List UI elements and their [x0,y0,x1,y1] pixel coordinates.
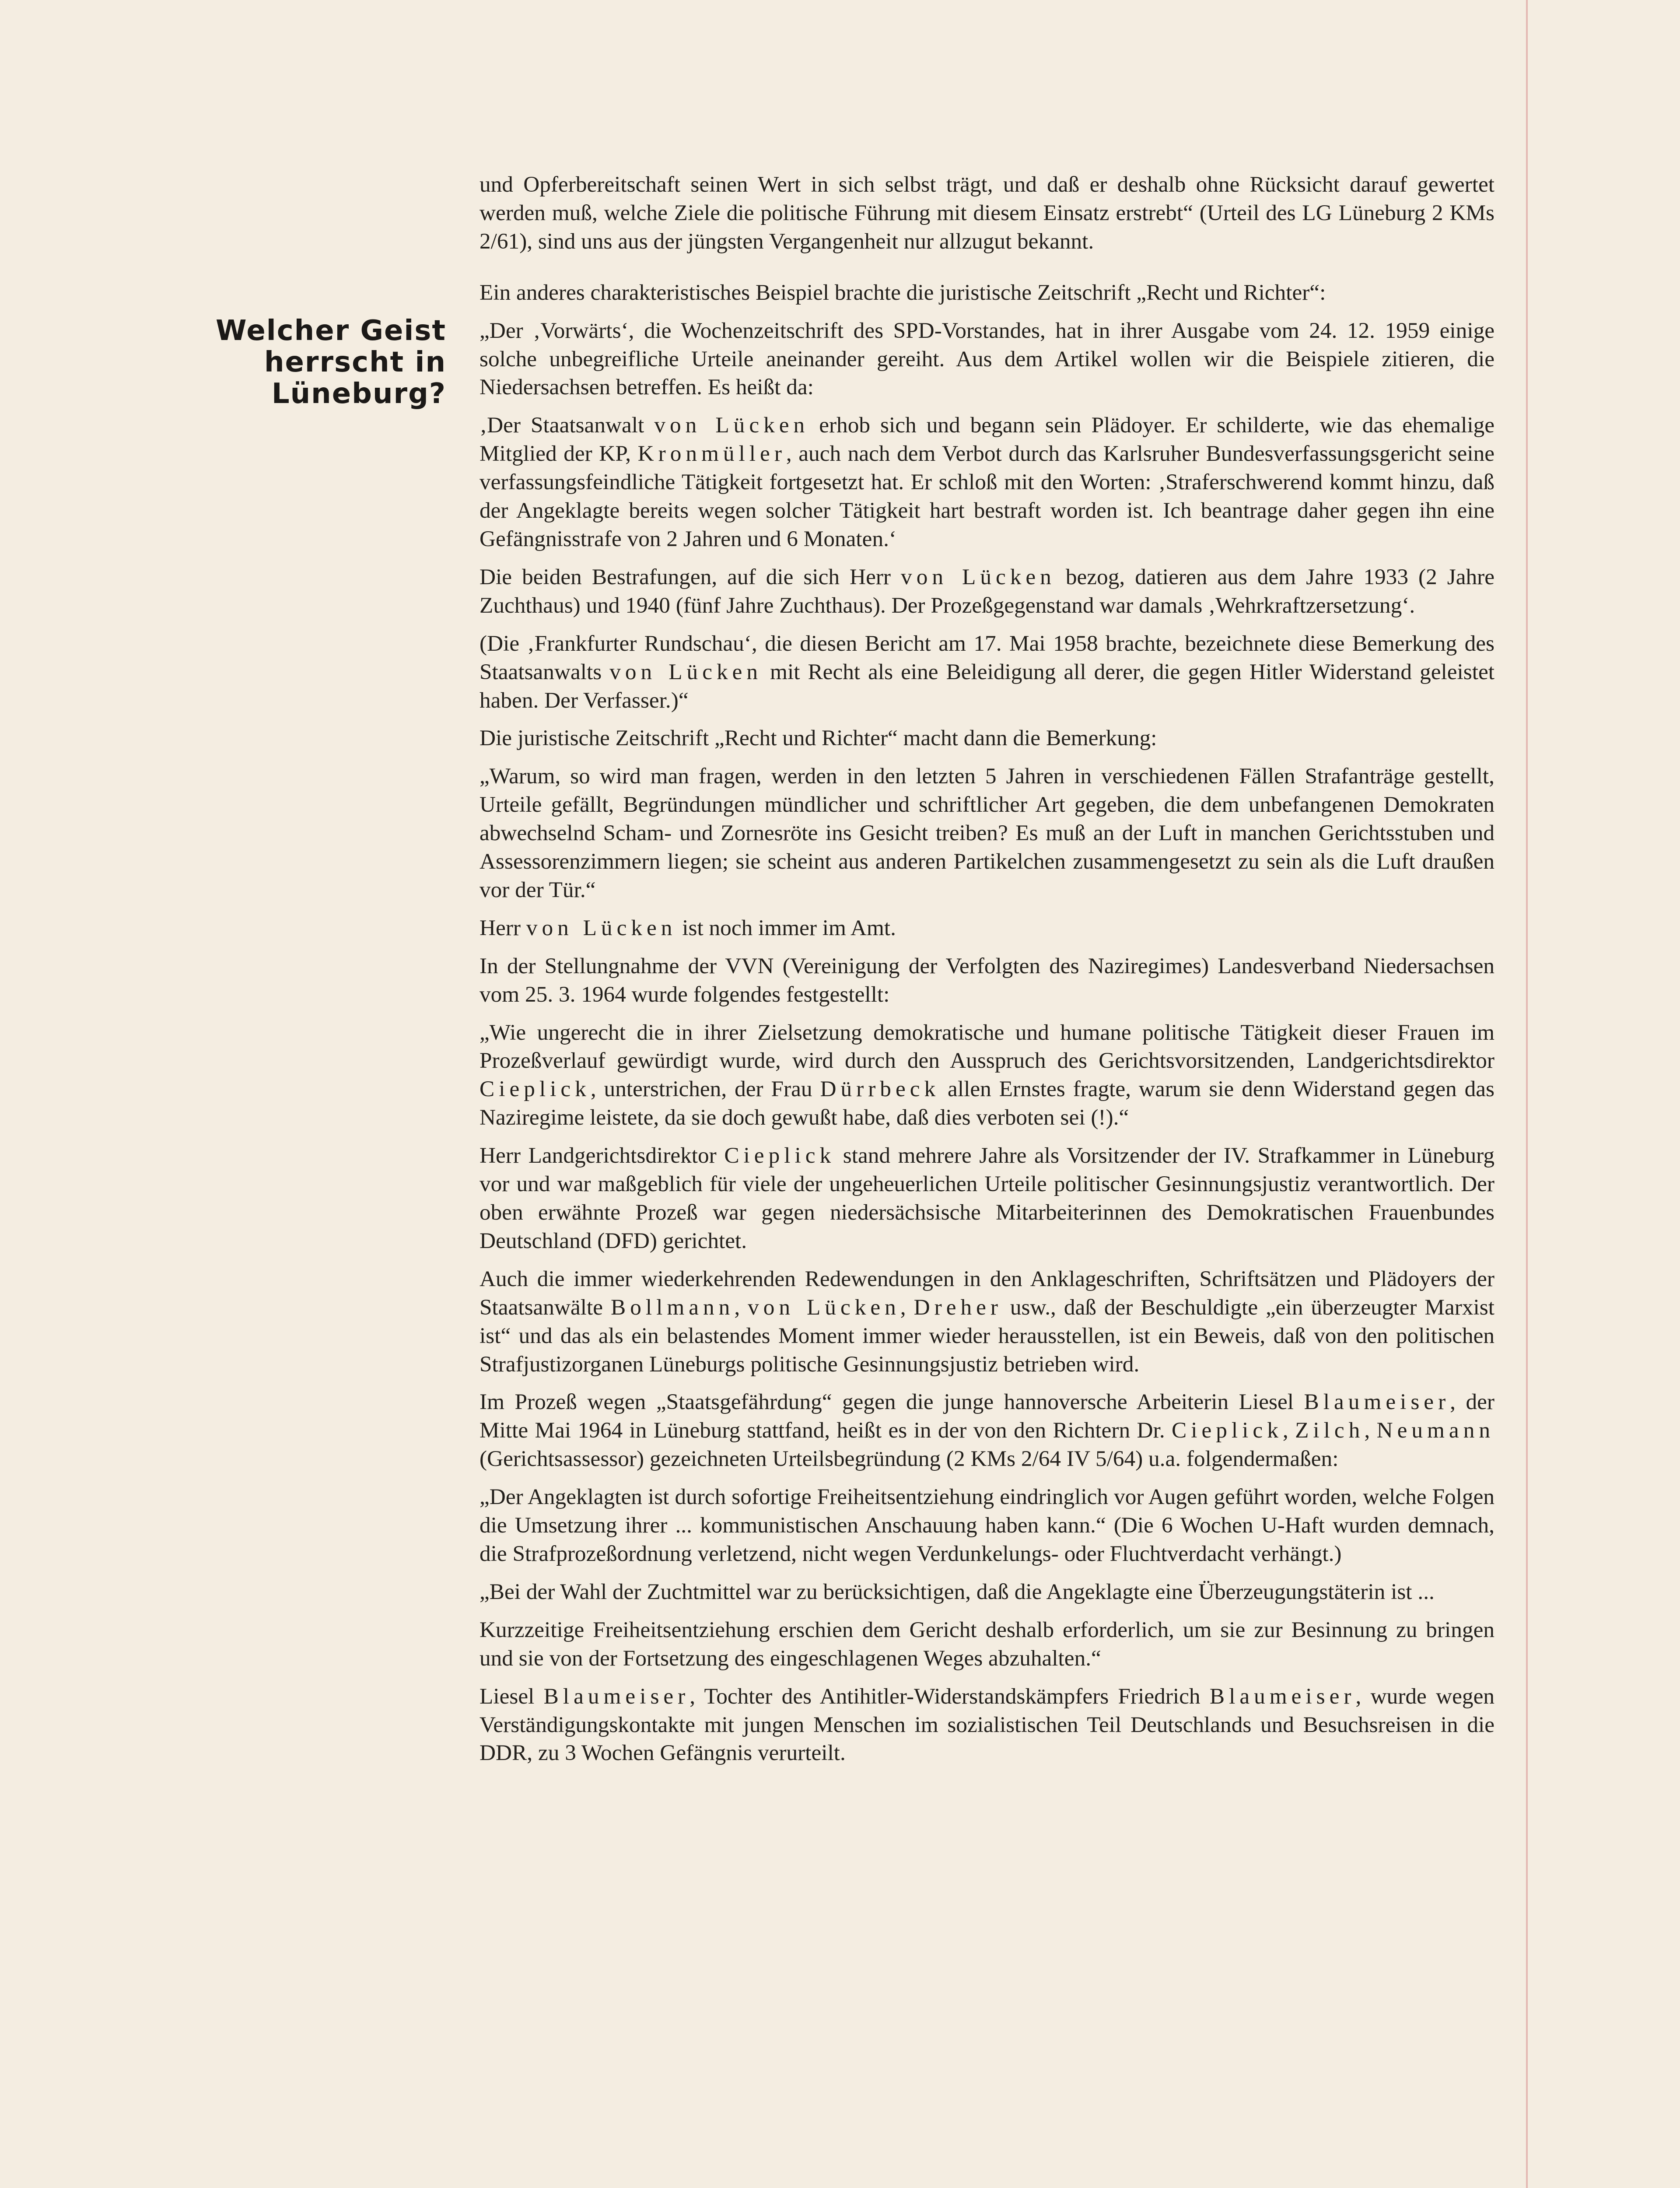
paragraph: Die juristische Zeitschrift „Recht und Richter“ macht dann die Bemerkung: [480,726,1157,751]
text-run: Die beiden Bestrafungen, auf die sich Herr [480,564,901,589]
text-run: , auch nach dem Verbot durch das Karlsruher Bundesverfassungsgericht seine verfassungsfeindliche Tätigkeit fortgesetzt hat. Er schloß mit den Worten: ‚Straferschwerend kommt hinzu, daß der Angeklagte bereits wegen solcher Tätigkeit hart bestraft worden ist. Ich beantrage daher gegen ihn eine Gefängnisstrafe von 2 Jahren und 6 Monaten.‘ [480,441,1494,551]
side-heading [166,315,446,410]
person-name: Kronmüller [637,441,786,466]
person-name: von Lücken [609,659,763,684]
person-name: Bollmann [610,1294,735,1320]
text-run: bezog, datieren aus dem Jahre 1933 (2 Jahre Zuchthaus) und 1940 (fünf Jahre Zuchthaus). Der Prozeßgegenstand war damals ‚Wehrkraftzersetzung‘. [480,564,1494,618]
person-name: Blaumeiser [1209,1683,1356,1709]
text-run: „Wie ungerecht die in ihrer Zielsetzung demokratische und humane politische Tätigkeit dieser Frauen im Prozeßverlauf gewürdigt wurde, wird durch den Ausspruch des Gerichtsvorsitzenden, Landgerichtsdirektor [480,1020,1494,1073]
text-run: , unterstrichen, der Frau [590,1076,820,1102]
person-name: Cieplick [724,1143,836,1168]
paragraph [480,1142,1494,1255]
text-run: Auch die immer wiederkehrenden Redewendungen in den Anklageschriften, Schriftsätzen und Plädoyers der Staatsanwälte [480,1266,1494,1320]
text-run: , [900,1294,914,1320]
paragraph [480,630,1494,715]
person-name: Zilch [1295,1418,1365,1443]
person-name: von Lücken [526,915,677,940]
paragraph [480,1265,1494,1379]
paragraph: „Der Angeklagten ist durch sofortige Freiheitsentziehung eindringlich vor Augen geführt worden, welche Folgen die Umsetzung ihrer ... kommunistischen Anschauung haben kann.“ (Die 6 Wochen U-Haft wurden demnach, die Strafprozeßordnung verletzend, nicht wegen Verdunkelungs- oder Fluchtverdacht verhängt.) [480,1484,1494,1566]
text-run: , Tochter des Antihitler-Widerstandskämpfers Friedrich [690,1683,1210,1709]
person-name: Blaumeiser [1304,1389,1450,1415]
paragraph: „Der ‚Vorwärts‘, die Wochenzeitschrift des SPD-Vorstandes, hat in ihrer Ausgabe vom 24. 12. 1959 einige solche unbegreifliche Urteile aneinander gereiht. Aus dem Artikel wollen wir die Beispiele zitieren, die Niedersachsen betreffen. Es heißt da: [480,318,1494,400]
paragraph [480,563,1494,620]
text-run: , wurde wegen Verständigungskontakte mit jungen Menschen im sozialistischen Teil Deutschlands und Besuchsreisen in die DDR, zu 3 Wochen Gefängnis verurteilt. [480,1683,1494,1766]
person-name: Blaumeiser [543,1683,690,1709]
side-heading-line: Lüneburg? [271,378,446,410]
person-name: Dreher [914,1294,1002,1320]
text-run: , der Mitte Mai 1964 in Lüneburg stattfand, heißt es in der von den Richtern Dr. [480,1389,1494,1443]
margin-rule [1526,0,1528,2188]
text-run: allen Ernstes fragte, warum sie denn Widerstand gegen das Naziregime leistete, da sie doch gewußt habe, daß dies verboten sei (!).“ [480,1076,1494,1130]
text-run: Im Prozeß wegen „Staatsgefährdung“ gegen die junge hannoversche Arbeiterin Liesel [480,1389,1304,1415]
person-name: Cieplick [480,1076,591,1102]
person-name: Dürrbeck [820,1076,940,1102]
text-run: usw., daß der Beschuldigte „ein überzeugter Marxist ist“ und das als ein belastendes Moment immer wieder herausstellen, ist ein Beweis, daß von den politischen Strafjustizorganen Lüneburgs politische Gesinnungsjustiz betrieben wird. [480,1294,1494,1377]
text-run: stand mehrere Jahre als Vorsitzender der IV. Strafkammer in Lüneburg vor und war maßgeblich für viele der ungeheuerlichen Urteile politischer Gesinnungsjustiz verantwortlich. Der oben erwähnte Prozeß war gegen niedersächsische Mitarbeiterinnen des Demokratischen Frauenbundes Deutschland (DFD) gerichtet. [480,1143,1494,1253]
side-heading-line: Welcher Geist [216,315,446,347]
paragraph: „Bei der Wahl der Zuchtmittel war zu berücksichtigen, daß die Angeklagte eine Überzeugungstäterin ist ... [480,1579,1435,1604]
paragraph: Ein anderes charakteristisches Beispiel brachte die juristische Zeitschrift „Recht und Richter“: [480,280,1326,305]
side-heading-line: herrscht in [264,346,446,379]
text-run: Liesel [480,1683,544,1709]
text-run: mit Recht als eine Beleidigung all derer, die gegen Hitler Widerstand geleistet haben. Der Verfasser.)“ [480,659,1494,713]
person-name: Cieplick [1172,1418,1283,1443]
text-run: , [1364,1418,1377,1443]
text-run: ist noch immer im Amt. [676,915,896,940]
paragraph [480,914,1494,943]
text-run: Herr [480,915,526,940]
person-name: von Lücken [654,413,809,438]
text-run: (Gerichtsassessor) gezeichneten Urteilsbegründung (2 KMs 2/64 IV 5/64) u.a. folgendermaßen: [480,1446,1339,1472]
paragraph [480,1388,1494,1473]
person-name: von Lücken [901,564,1056,589]
paragraph [480,411,1494,554]
person-name: von Lücken [748,1294,900,1320]
text-run: ‚Der Staatsanwalt [480,413,654,438]
body-text [480,171,1494,1777]
person-name: Neumann [1376,1418,1494,1443]
paragraph: „Warum, so wird man fragen, werden in den letzten 5 Jahren in verschiedenen Fällen Strafanträge gestellt, Urteile gefällt, Begründungen mündlicher und schriftlicher Art gegeben, die dem unbefangenen Demokraten abwechselnd Scham- und Zornesröte ins Gesicht treiben? Es muß an der Luft in manchen Gerichtsstuben und Assessorenzimmern liegen; sie scheint aus anderen Partikelchen zusammengesetzt zu sein als die Luft draußen vor der Tür.“ [480,764,1494,902]
paragraph: und Opferbereitschaft seinen Wert in sich selbst trägt, und daß er deshalb ohne Rücksicht darauf gewertet werden muß, welche Ziele die politische Führung mit diesem Einsatz erstrebt“ (Urteil des LG Lüneburg 2 KMs 2/61), sind uns aus der jüngsten Vergangenheit nur allzugut bekannt. [480,172,1494,254]
text-run: (Die ‚Frankfurter Rundschau‘, die diesen Bericht am 17. Mai 1958 brachte, bezeichnete diese Bemerkung des Staatsanwalts [480,631,1494,684]
paragraph [480,1019,1494,1133]
text-run: , [1282,1418,1295,1443]
paragraph [480,1683,1494,1768]
paragraph: In der Stellungnahme der VVN (Vereinigung der Verfolgten des Naziregimes) Landesverband Niedersachsen vom 25. 3. 1964 wurde folgendes festgestellt: [480,953,1494,1007]
text-run: erhob sich und begann sein Plädoyer. Er schilderte, wie das ehemalige Mitglied der KP, [480,413,1494,466]
text-run: , [734,1294,748,1320]
paragraph: Kurzzeitige Freiheitsentziehung erschien dem Gericht deshalb erforderlich, um sie zur Besinnung zu bringen und sie von der Fortsetzung des eingeschlagenen Weges abzuhalten.“ [480,1617,1494,1671]
text-run: Herr Landgerichtsdirektor [480,1143,724,1168]
